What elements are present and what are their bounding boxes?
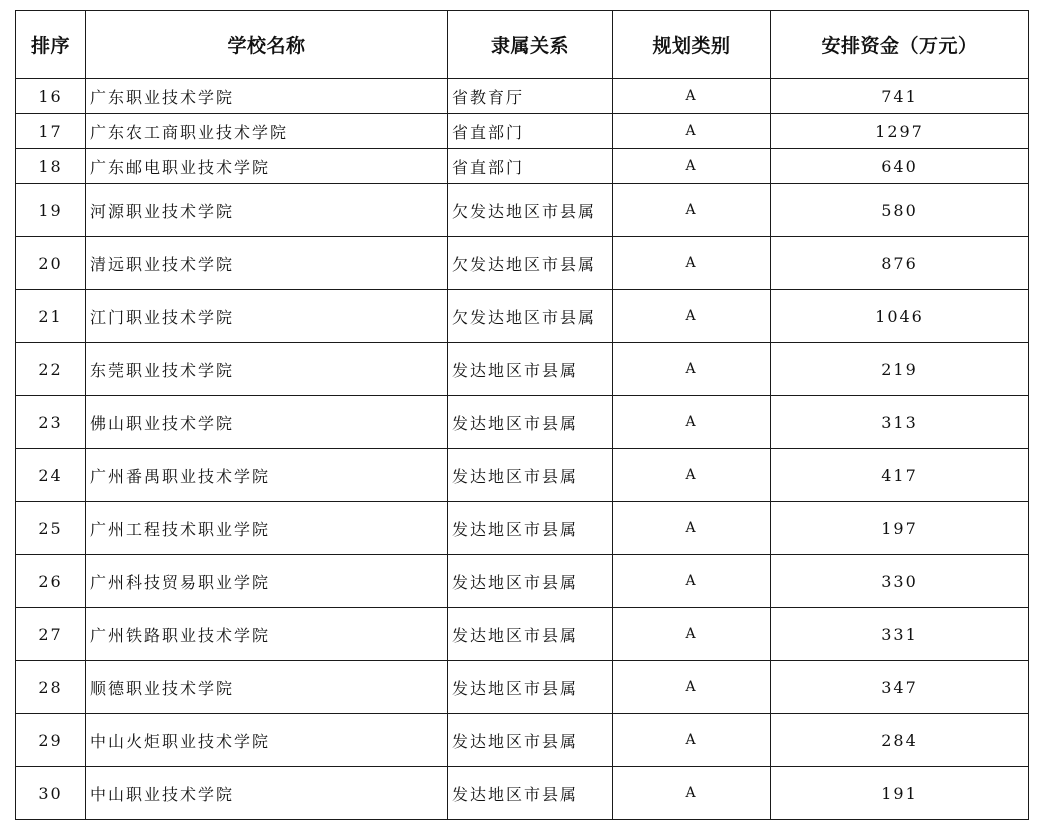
table-row — [16, 767, 1029, 820]
header-rank: 排序 — [16, 11, 86, 79]
table-row — [16, 237, 1029, 290]
cell-rank: 16 — [16, 79, 86, 114]
cell-affiliation: 省直部门 — [448, 149, 613, 184]
table-body — [16, 79, 1029, 820]
cell-school-name: 广州工程技术职业学院 — [86, 502, 448, 555]
cell-funding: 417 — [771, 449, 1029, 502]
cell-funding: 876 — [771, 237, 1029, 290]
table-row — [16, 290, 1029, 343]
cell-rank: 19 — [16, 184, 86, 237]
table-header-row — [16, 11, 1029, 79]
cell-school-name: 河源职业技术学院 — [86, 184, 448, 237]
cell-affiliation: 欠发达地区市县属 — [448, 237, 613, 290]
header-category: 规划类别 — [613, 11, 771, 79]
cell-category: A — [613, 396, 771, 449]
cell-affiliation: 发达地区市县属 — [448, 767, 613, 820]
cell-school-name: 广东邮电职业技术学院 — [86, 149, 448, 184]
cell-affiliation: 发达地区市县属 — [448, 502, 613, 555]
cell-category: A — [613, 608, 771, 661]
cell-school-name: 东莞职业技术学院 — [86, 343, 448, 396]
cell-school-name: 广州科技贸易职业学院 — [86, 555, 448, 608]
cell-funding: 330 — [771, 555, 1029, 608]
cell-funding: 1046 — [771, 290, 1029, 343]
cell-rank: 21 — [16, 290, 86, 343]
cell-school-name: 中山火炬职业技术学院 — [86, 714, 448, 767]
cell-rank: 24 — [16, 449, 86, 502]
cell-category: A — [613, 343, 771, 396]
cell-affiliation: 欠发达地区市县属 — [448, 290, 613, 343]
table-row — [16, 555, 1029, 608]
cell-category: A — [613, 290, 771, 343]
cell-category: A — [613, 767, 771, 820]
cell-category: A — [613, 149, 771, 184]
table-row — [16, 114, 1029, 149]
cell-affiliation: 欠发达地区市县属 — [448, 184, 613, 237]
table-row — [16, 343, 1029, 396]
cell-affiliation: 发达地区市县属 — [448, 449, 613, 502]
cell-rank: 25 — [16, 502, 86, 555]
cell-school-name: 顺德职业技术学院 — [86, 661, 448, 714]
cell-category: A — [613, 237, 771, 290]
cell-category: A — [613, 114, 771, 149]
cell-funding: 741 — [771, 79, 1029, 114]
cell-rank: 29 — [16, 714, 86, 767]
cell-school-name: 江门职业技术学院 — [86, 290, 448, 343]
cell-rank: 22 — [16, 343, 86, 396]
cell-category: A — [613, 449, 771, 502]
cell-funding: 580 — [771, 184, 1029, 237]
cell-school-name: 中山职业技术学院 — [86, 767, 448, 820]
cell-school-name: 广东农工商职业技术学院 — [86, 114, 448, 149]
cell-affiliation: 发达地区市县属 — [448, 555, 613, 608]
cell-affiliation: 发达地区市县属 — [448, 396, 613, 449]
cell-school-name: 广州铁路职业技术学院 — [86, 608, 448, 661]
cell-rank: 20 — [16, 237, 86, 290]
cell-school-name: 佛山职业技术学院 — [86, 396, 448, 449]
cell-affiliation: 省教育厅 — [448, 79, 613, 114]
table-row — [16, 79, 1029, 114]
cell-rank: 26 — [16, 555, 86, 608]
table-row — [16, 714, 1029, 767]
cell-funding: 219 — [771, 343, 1029, 396]
cell-category: A — [613, 714, 771, 767]
cell-rank: 27 — [16, 608, 86, 661]
cell-rank: 23 — [16, 396, 86, 449]
cell-rank: 17 — [16, 114, 86, 149]
cell-rank: 28 — [16, 661, 86, 714]
cell-school-name: 广东职业技术学院 — [86, 79, 448, 114]
cell-affiliation: 发达地区市县属 — [448, 714, 613, 767]
table-row — [16, 149, 1029, 184]
header-affiliation: 隶属关系 — [448, 11, 613, 79]
table-row — [16, 661, 1029, 714]
cell-funding: 347 — [771, 661, 1029, 714]
cell-category: A — [613, 184, 771, 237]
cell-affiliation: 省直部门 — [448, 114, 613, 149]
table-row — [16, 449, 1029, 502]
cell-category: A — [613, 661, 771, 714]
cell-funding: 284 — [771, 714, 1029, 767]
header-funding: 安排资金（万元） — [771, 11, 1029, 79]
header-school-name: 学校名称 — [86, 11, 448, 79]
cell-rank: 18 — [16, 149, 86, 184]
cell-affiliation: 发达地区市县属 — [448, 343, 613, 396]
cell-funding: 331 — [771, 608, 1029, 661]
cell-funding: 191 — [771, 767, 1029, 820]
table-row — [16, 396, 1029, 449]
cell-funding: 640 — [771, 149, 1029, 184]
cell-affiliation: 发达地区市县属 — [448, 661, 613, 714]
table-row — [16, 608, 1029, 661]
cell-category: A — [613, 79, 771, 114]
cell-funding: 197 — [771, 502, 1029, 555]
funding-table — [15, 10, 1029, 820]
cell-school-name: 清远职业技术学院 — [86, 237, 448, 290]
cell-category: A — [613, 502, 771, 555]
cell-school-name: 广州番禺职业技术学院 — [86, 449, 448, 502]
cell-affiliation: 发达地区市县属 — [448, 608, 613, 661]
cell-funding: 313 — [771, 396, 1029, 449]
table-row — [16, 184, 1029, 237]
table-row — [16, 502, 1029, 555]
cell-rank: 30 — [16, 767, 86, 820]
cell-funding: 1297 — [771, 114, 1029, 149]
cell-category: A — [613, 555, 771, 608]
